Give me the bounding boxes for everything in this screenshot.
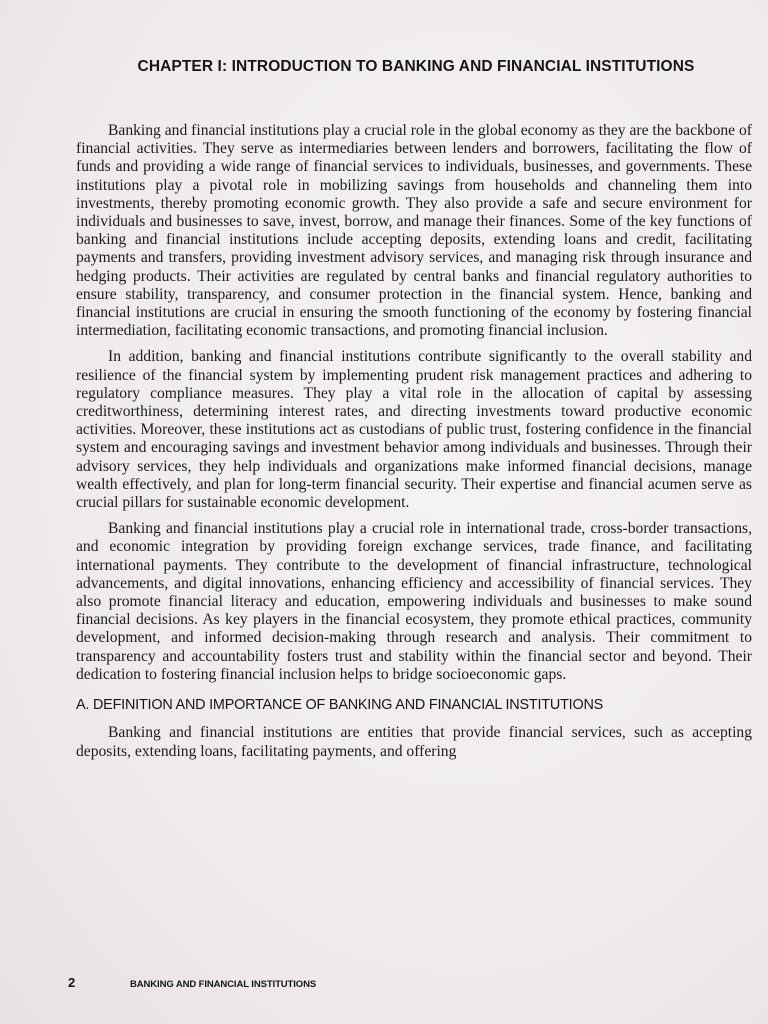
- paragraph: Banking and financial institutions play a crucial role in the global economy as they are the backbone of financial activities. They serve as intermediaries between lenders and borrowers, facilitating the flow of funds and providing a wide range of financial services to individuals, businesses, and governments. These institutions play a pivotal role in mobilizing savings from households and channeling them into investments, thereby promoting economic growth. They also provide a safe and secure environment for individuals and businesses to save, invest, borrow, and manage their finances. Some of the key functions of banking and financial institutions include accepting deposits, extending loans and credit, facilitating payments and transfers, providing investment advisory services, and managing risk through insurance and hedging products. Their activities are regulated by central banks and financial regulatory authorities to ensure stability, transparency, and consumer protection in the financial system. Hence, banking and financial institutions are crucial in ensuring the smooth functioning of the economy by fostering financial intermediation, facilitating economic transactions, and promoting financial inclusion.: [76, 122, 752, 340]
- body-text: [76, 122, 752, 769]
- section-heading: A. DEFINITION AND IMPORTANCE OF BANKING AND FINANCIAL INSTITUTIONS: [76, 697, 604, 714]
- page-footer: [68, 974, 316, 992]
- page-number: 2: [68, 975, 76, 990]
- paragraph: Banking and financial institutions play a crucial role in international trade, cross-border transactions, and economic integration by providing foreign exchange services, trade finance, and facilitating international payments. They contribute to the development of financial infrastructure, technological advancements, and digital innovations, enhancing efficiency and accessibility of financial services. They also promote financial literacy and education, empowering individuals and businesses to make sound financial decisions. As key players in the financial ecosystem, they promote ethical practices, community development, and informed decision-making through research and analysis. Their commitment to transparency and accountability fosters trust and stability within the financial sector and beyond. Their dedication to fostering financial inclusion helps to bridge socioeconomic gaps.: [76, 520, 752, 683]
- chapter-title: CHAPTER I: INTRODUCTION TO BANKING AND FINANCIAL INSTITUTIONS: [137, 58, 695, 75]
- paragraph: In addition, banking and financial institutions contribute significantly to the overall stability and resilience of the financial system by implementing prudent risk management practices and adhering to regulatory compliance measures. They play a vital role in the allocation of capital by assessing creditworthiness, determining interest rates, and directing investments toward productive economic activities. Moreover, these institutions act as custodians of public trust, fostering confidence in the financial system and encouraging savings and investment behavior among individuals and businesses. Through their advisory services, they help individuals and organizations make informed financial decisions, manage wealth effectively, and plan for long-term financial security. Their expertise and financial acumen serve as crucial pillars for sustainable economic development.: [76, 348, 752, 512]
- section-paragraph: Banking and financial institutions are entities that provide financial services, such as accepting deposits, extending loans, facilitating payments, and offering: [76, 724, 752, 760]
- running-footer-title: BANKING AND FINANCIAL INSTITUTIONS: [130, 979, 317, 990]
